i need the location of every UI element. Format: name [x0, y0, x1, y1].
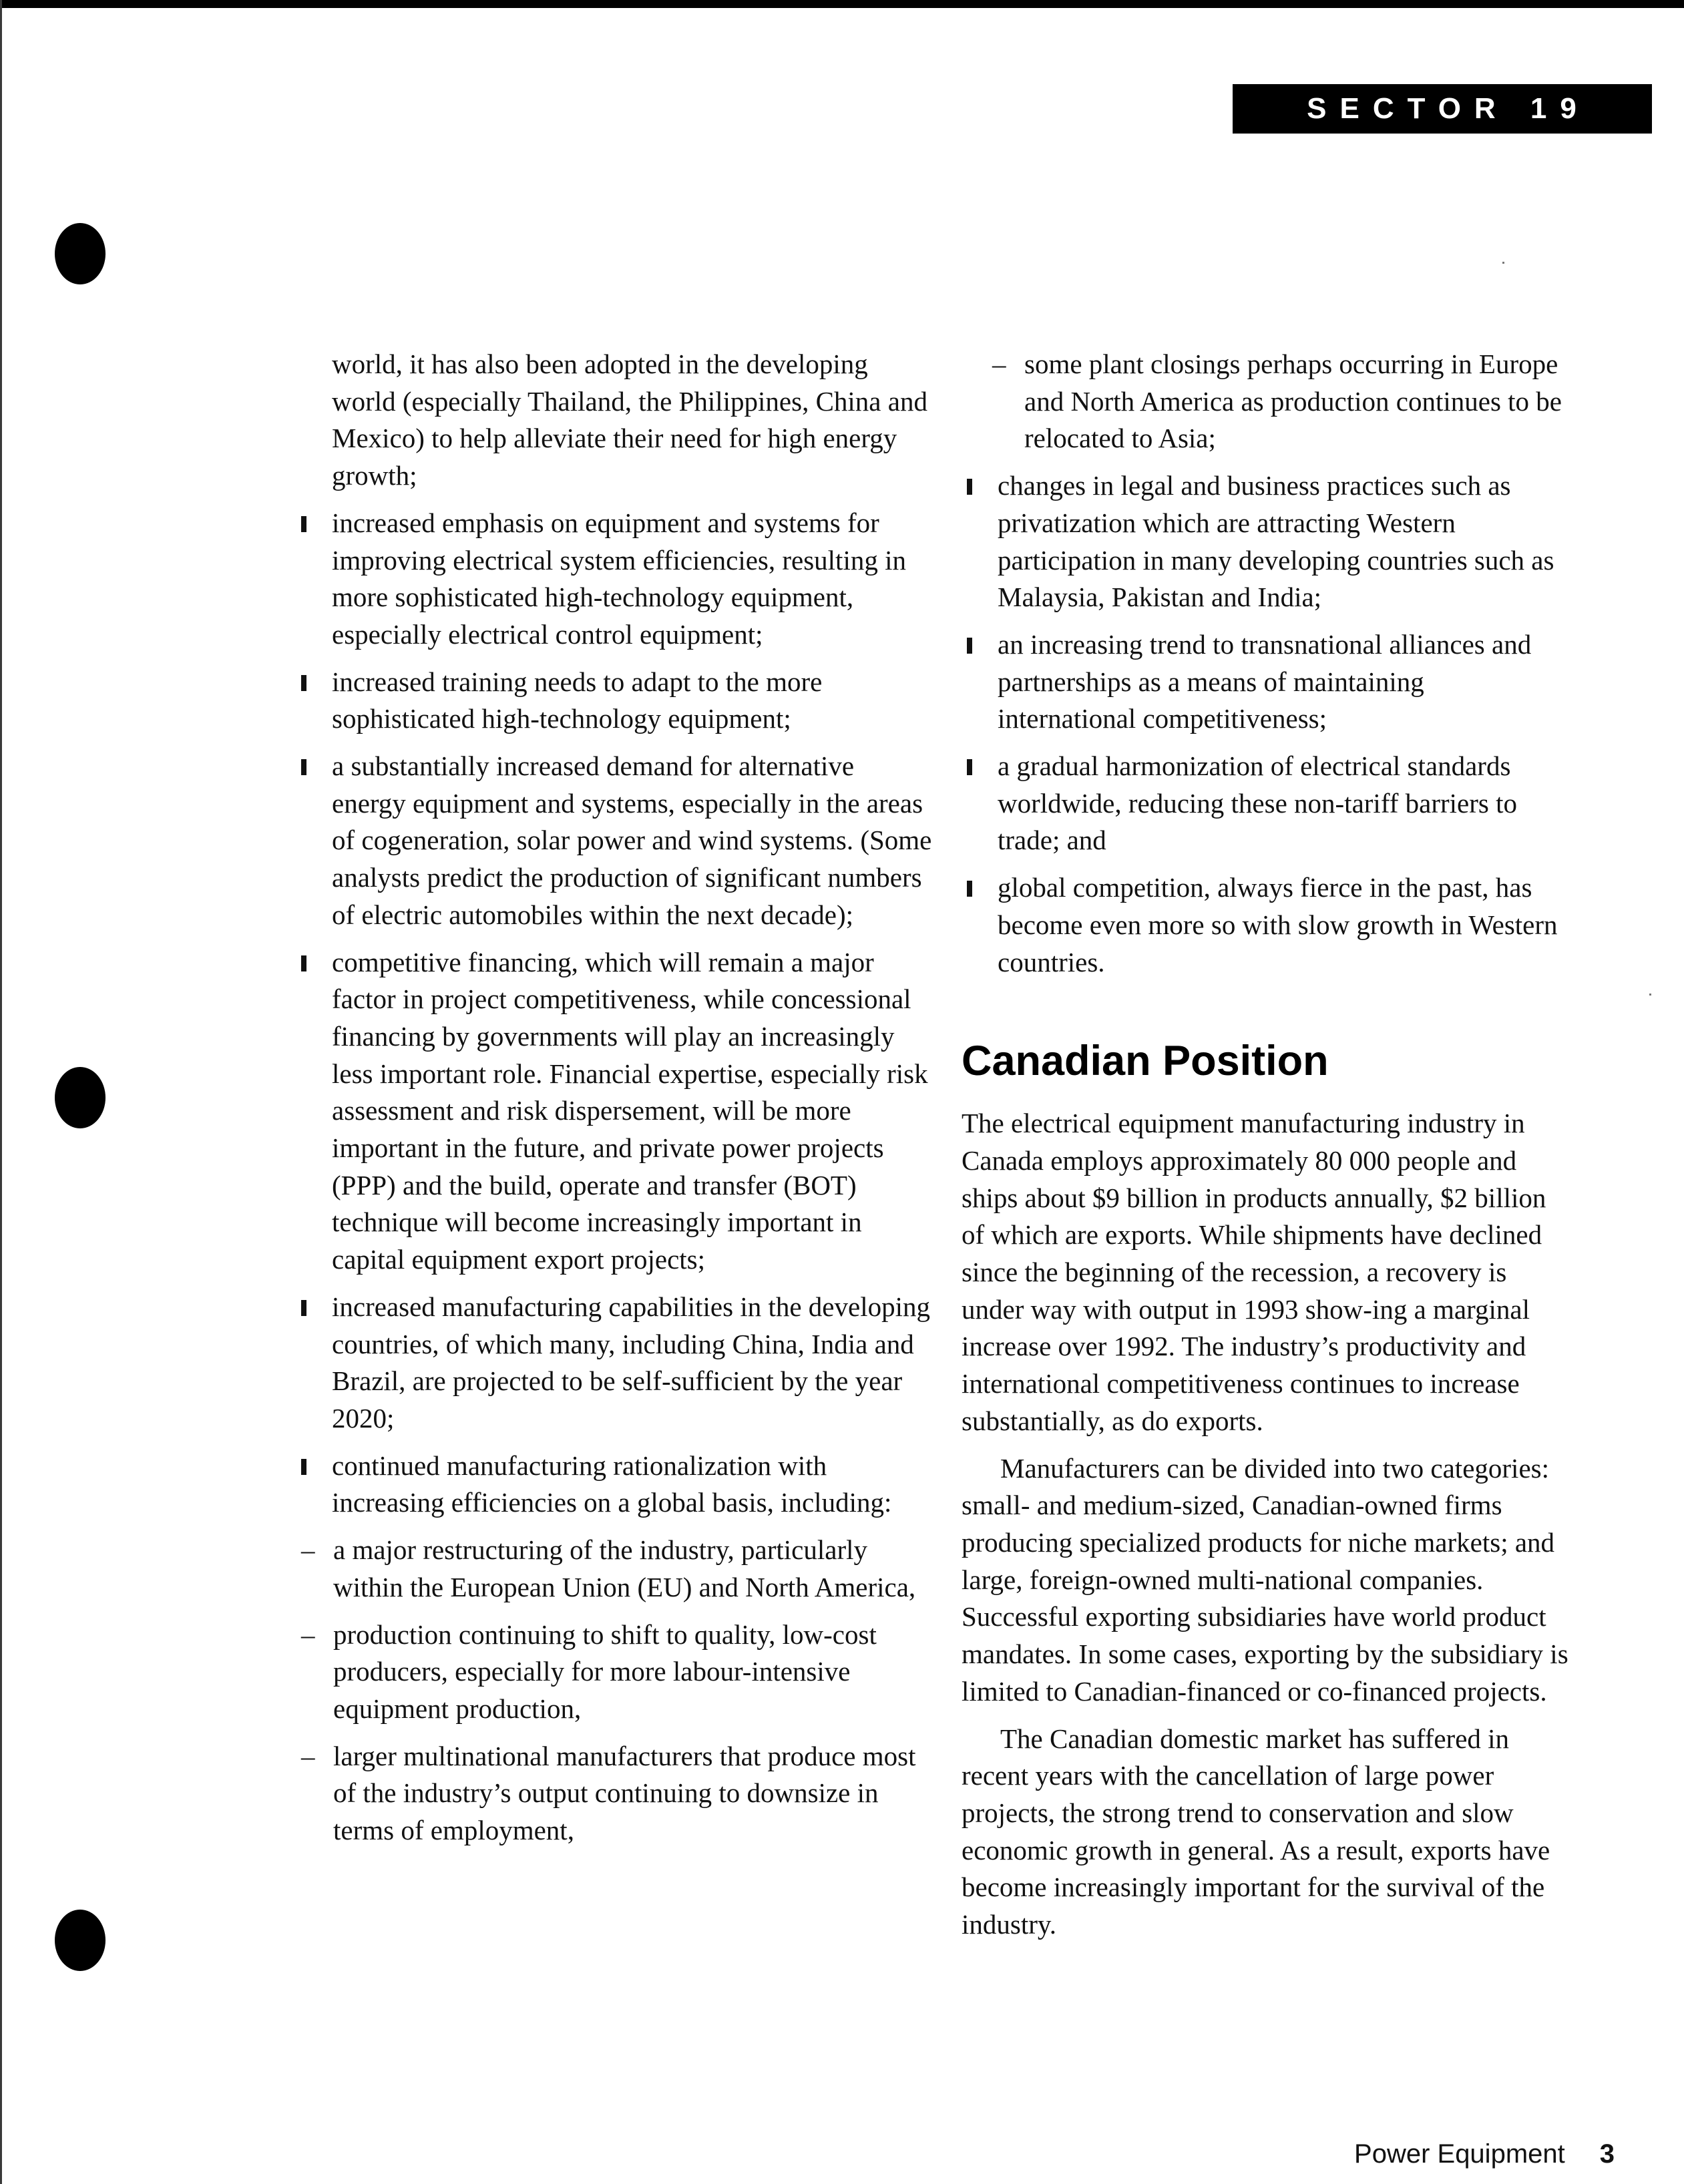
dash-icon: –	[992, 349, 1006, 379]
bullet-icon	[301, 1459, 306, 1475]
bullet-icon	[301, 516, 306, 532]
dash-item	[301, 1616, 933, 1728]
body-paragraph: Manufacturers can be divided into two categories: small- and medium-sized, Canadian-owned firms producing specialized products for niche markets; and large, foreign-owned multi-national companies. Successful exporting subsidiaries have world product mandates. In some cases, exporting by the subsidiary is limited to Canadian-financed or co-financed projects.	[962, 1452, 1568, 1707]
left-bullet-list	[301, 505, 933, 1849]
dash-item-text: some plant closings perhaps occurring in Europe and North America as production continues to be relocated to Asia;	[1024, 349, 1562, 454]
bullet-icon	[301, 955, 306, 971]
list-item	[332, 944, 933, 1279]
list-item-text: competitive financing, which will remain a major factor in project competitiveness, while concessional financing by governments will play an increasingly less important role. Financial expertise, especially risk assessment and risk dispersement, will be more important in the future, and private power projects (PPP) and the build, operate and transfer (BOT) technique will become increasingly important in capital equipment export projects;	[332, 946, 928, 1275]
list-item	[998, 748, 1569, 859]
dash-item-text: a major restructuring of the industry, particularly within the European Union (EU) and North America,	[333, 1534, 916, 1602]
body-paragraph: The Canadian domestic market has suffered in recent years with the cancellation of large power projects, the strong trend to conservation and slow economic growth in general. As a result, exports have become increasingly important for the survival of the industry.	[962, 1723, 1550, 1940]
list-item-text: a substantially increased demand for alternative energy equipment and systems, especially in the areas of cogeneration, solar power and wind systems. (Some analysts predict the production of significant numbers of electric automobiles within the next decade);	[332, 750, 932, 930]
list-item-text: an increasing trend to transnational alliances and partnerships as a means of maintaining international competitiveness;	[998, 628, 1532, 734]
dash-item-text: production continuing to shift to quality, low-cost producers, especially for more labour-intensive equipment production,	[333, 1618, 877, 1724]
body-paragraph: The electrical equipment manufacturing industry in Canada employs approximately 80 000 people and ships about $9 billion in products annually, $2 billion of which are exports. While shipments have declined since the beginning of the recession, a recovery is under way with output in 1993 show-ing a marginal increase over 1992. The industry’s productivity and international competitiveness continues to increase substantially, as do exports.	[962, 1108, 1546, 1436]
scan-speck	[1502, 262, 1504, 264]
dash-icon: –	[301, 1740, 315, 1771]
list-item	[998, 869, 1569, 981]
bullet-icon	[301, 675, 306, 691]
bullet-icon	[967, 881, 972, 897]
list-item	[998, 626, 1569, 738]
top-edge-rule	[0, 0, 1684, 8]
list-item	[301, 1448, 933, 1849]
dash-sublist	[301, 1532, 933, 1849]
list-item-text: continued manufacturing rationalization with increasing efficiencies on a global basis, including:	[332, 1450, 892, 1518]
page-number: 3	[1599, 2139, 1615, 2169]
bullet-icon	[967, 638, 972, 654]
scan-speck	[1649, 994, 1651, 996]
bullet-icon	[967, 759, 972, 775]
left-column	[301, 346, 933, 1860]
dash-item-text: larger multinational manufacturers that produce most of the industry’s output continuing to downsize in terms of employment,	[333, 1740, 916, 1846]
dash-item	[301, 1532, 933, 1606]
section-heading: Canadian Position	[962, 1038, 1329, 1085]
page-footer	[1354, 2139, 1615, 2169]
bullet-icon	[301, 1300, 306, 1316]
binder-hole-bottom	[55, 1910, 106, 1971]
continuation-text: world, it has also been adopted in the developing world (especially Thailand, the Philippines, China and Mexico) to help alleviate their need for high energy growth;	[332, 349, 927, 491]
bullet-icon	[301, 759, 306, 775]
binder-hole-middle	[55, 1067, 106, 1128]
right-bullet-list	[998, 467, 1569, 981]
list-item-text: global competition, always fierce in the past, has become even more so with slow growth in Western countries.	[998, 872, 1558, 977]
dash-item	[301, 1738, 933, 1849]
sector-tab: SECTOR 19	[1233, 84, 1652, 134]
list-item-text: increased training needs to adapt to the more sophisticated high-technology equipment;	[332, 666, 823, 734]
dash-icon: –	[301, 1618, 315, 1650]
dash-continuation-list	[992, 346, 1569, 457]
list-item-text: a gradual harmonization of electrical standards worldwide, reducing these non-tariff barriers to trade; and	[998, 750, 1517, 856]
list-item	[332, 505, 933, 654]
dash-item	[992, 346, 1569, 457]
list-item	[332, 748, 933, 934]
list-item	[332, 664, 933, 738]
list-item-text: increased emphasis on equipment and systems for improving electrical system efficiencies, resulting in more sophisticated high-technology equipment, especially electrical control equipment;	[332, 507, 906, 650]
list-item	[332, 1289, 933, 1438]
list-item	[998, 467, 1569, 616]
footer-section-name: Power Equipment	[1354, 2139, 1565, 2169]
list-item-text: increased manufacturing capabilities in the developing countries, of which many, including China, India and Brazil, are projected to be self-sufficient by the year 2020;	[332, 1291, 930, 1434]
list-item-text: changes in legal and business practices such as privatization which are attracting Western participation in many developing countries such as Malaysia, Pakistan and India;	[998, 470, 1554, 613]
right-column	[962, 346, 1569, 1944]
bullet-icon	[967, 479, 972, 495]
binder-hole-top	[55, 223, 106, 284]
left-edge-rule	[0, 0, 2, 2184]
dash-icon: –	[301, 1534, 315, 1566]
